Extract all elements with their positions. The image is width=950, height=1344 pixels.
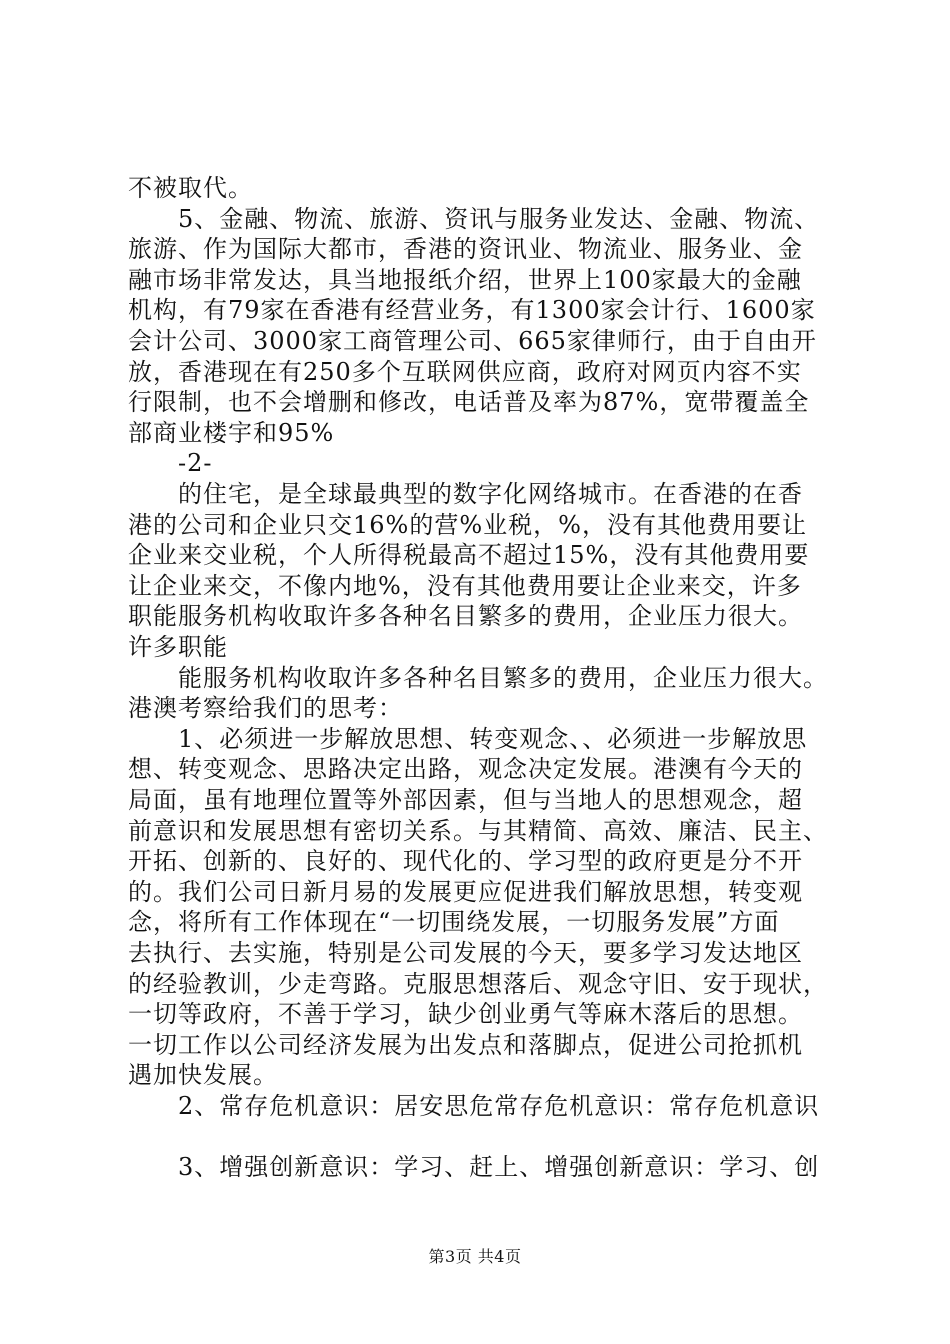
text-line: 会计公司、3000家工商管理公司、665家律师行，由于自由开	[128, 327, 817, 355]
text-line: 放，香港现在有250多个互联网供应商，政府对网页内容不实	[128, 357, 802, 386]
text-line: 2、常存危机意识：居安思危常存危机意识：常存危机意识	[128, 1092, 820, 1120]
text-line: 的住宅，是全球最典型的数字化网络城市。在香港的在香	[128, 480, 803, 508]
text-line: 机构，有79家在香港有经营业务，有1300家会计行、1600家	[128, 296, 816, 325]
text-line: 港的公司和企业只交16%的营%业税，%，没有其他费用要让	[128, 510, 807, 539]
page-footer: 第3页 共4页	[428, 1247, 522, 1266]
text-line: 职能服务机构收取许多各种名目繁多的费用，企业压力很大。	[128, 602, 803, 631]
text-line: 去执行、去实施，特别是公司发展的今天，要多学习发达地区	[128, 939, 803, 967]
text-line: 不被取代。	[128, 174, 253, 202]
text-line: 开拓、创新的、良好的、现代化的、学习型的政府更是分不开	[128, 847, 803, 876]
text-line: 旅游、作为国际大都市，香港的资讯业、物流业、服务业、金	[128, 235, 803, 264]
text-line: 能服务机构收取许多各种名目繁多的费用，企业压力很大。	[128, 663, 828, 692]
text-line: 港澳考察给我们的思考：	[128, 694, 403, 723]
text-line: 让企业来交，不像内地%，没有其他费用要让企业来交，许多	[128, 571, 802, 600]
text-line: 一切工作以公司经济发展为出发点和落脚点，促进公司抢抓机	[128, 1030, 803, 1059]
text-line: 5、金融、物流、旅游、资讯与服务业发达、金融、物流、	[128, 204, 820, 233]
text-line: 一切等政府，不善于学习，缺少创业勇气等麻木落后的思想。	[128, 1000, 803, 1029]
text-line: 融市场非常发达，具当地报纸介绍，世界上100家最大的金融	[128, 265, 802, 294]
text-line: -2-	[128, 449, 213, 478]
text-line: 遇加快发展。	[128, 1061, 278, 1090]
text-line: 企业来交业税，个人所得税最高不超过15%，没有其他费用要	[128, 541, 810, 570]
text-line: 想、转变观念、思路决定出路，观念决定发展。港澳有今天的	[128, 755, 803, 784]
text-line: 1、必须进一步解放思想、转变观念、、必须进一步解放思	[128, 724, 808, 753]
text-line: 3、增强创新意识：学习、赶上、增强创新意识：学习、创	[128, 1153, 820, 1182]
text-line: 前意识和发展思想有密切关系。与其精简、高效、廉洁、民主、	[128, 816, 828, 845]
text-line: 的。我们公司日新月易的发展更应促进我们解放思想，转变观	[128, 877, 803, 906]
text-line: 局面，虽有地理位置等外部因素，但与当地人的思想观念，超	[128, 786, 803, 814]
text-line: 的经验教训，少走弯路。克服思想落后、观念守旧、安于现状，	[128, 969, 828, 998]
text-line: 许多职能	[128, 633, 228, 661]
text-line: 念，将所有工作体现在“一切围绕发展，一切服务发展”方面	[128, 908, 780, 937]
text-line: 行限制，也不会增删和修改，电话普及率为87%，宽带覆盖全	[128, 388, 810, 417]
text-line: 部商业楼宇和95%	[128, 418, 335, 447]
